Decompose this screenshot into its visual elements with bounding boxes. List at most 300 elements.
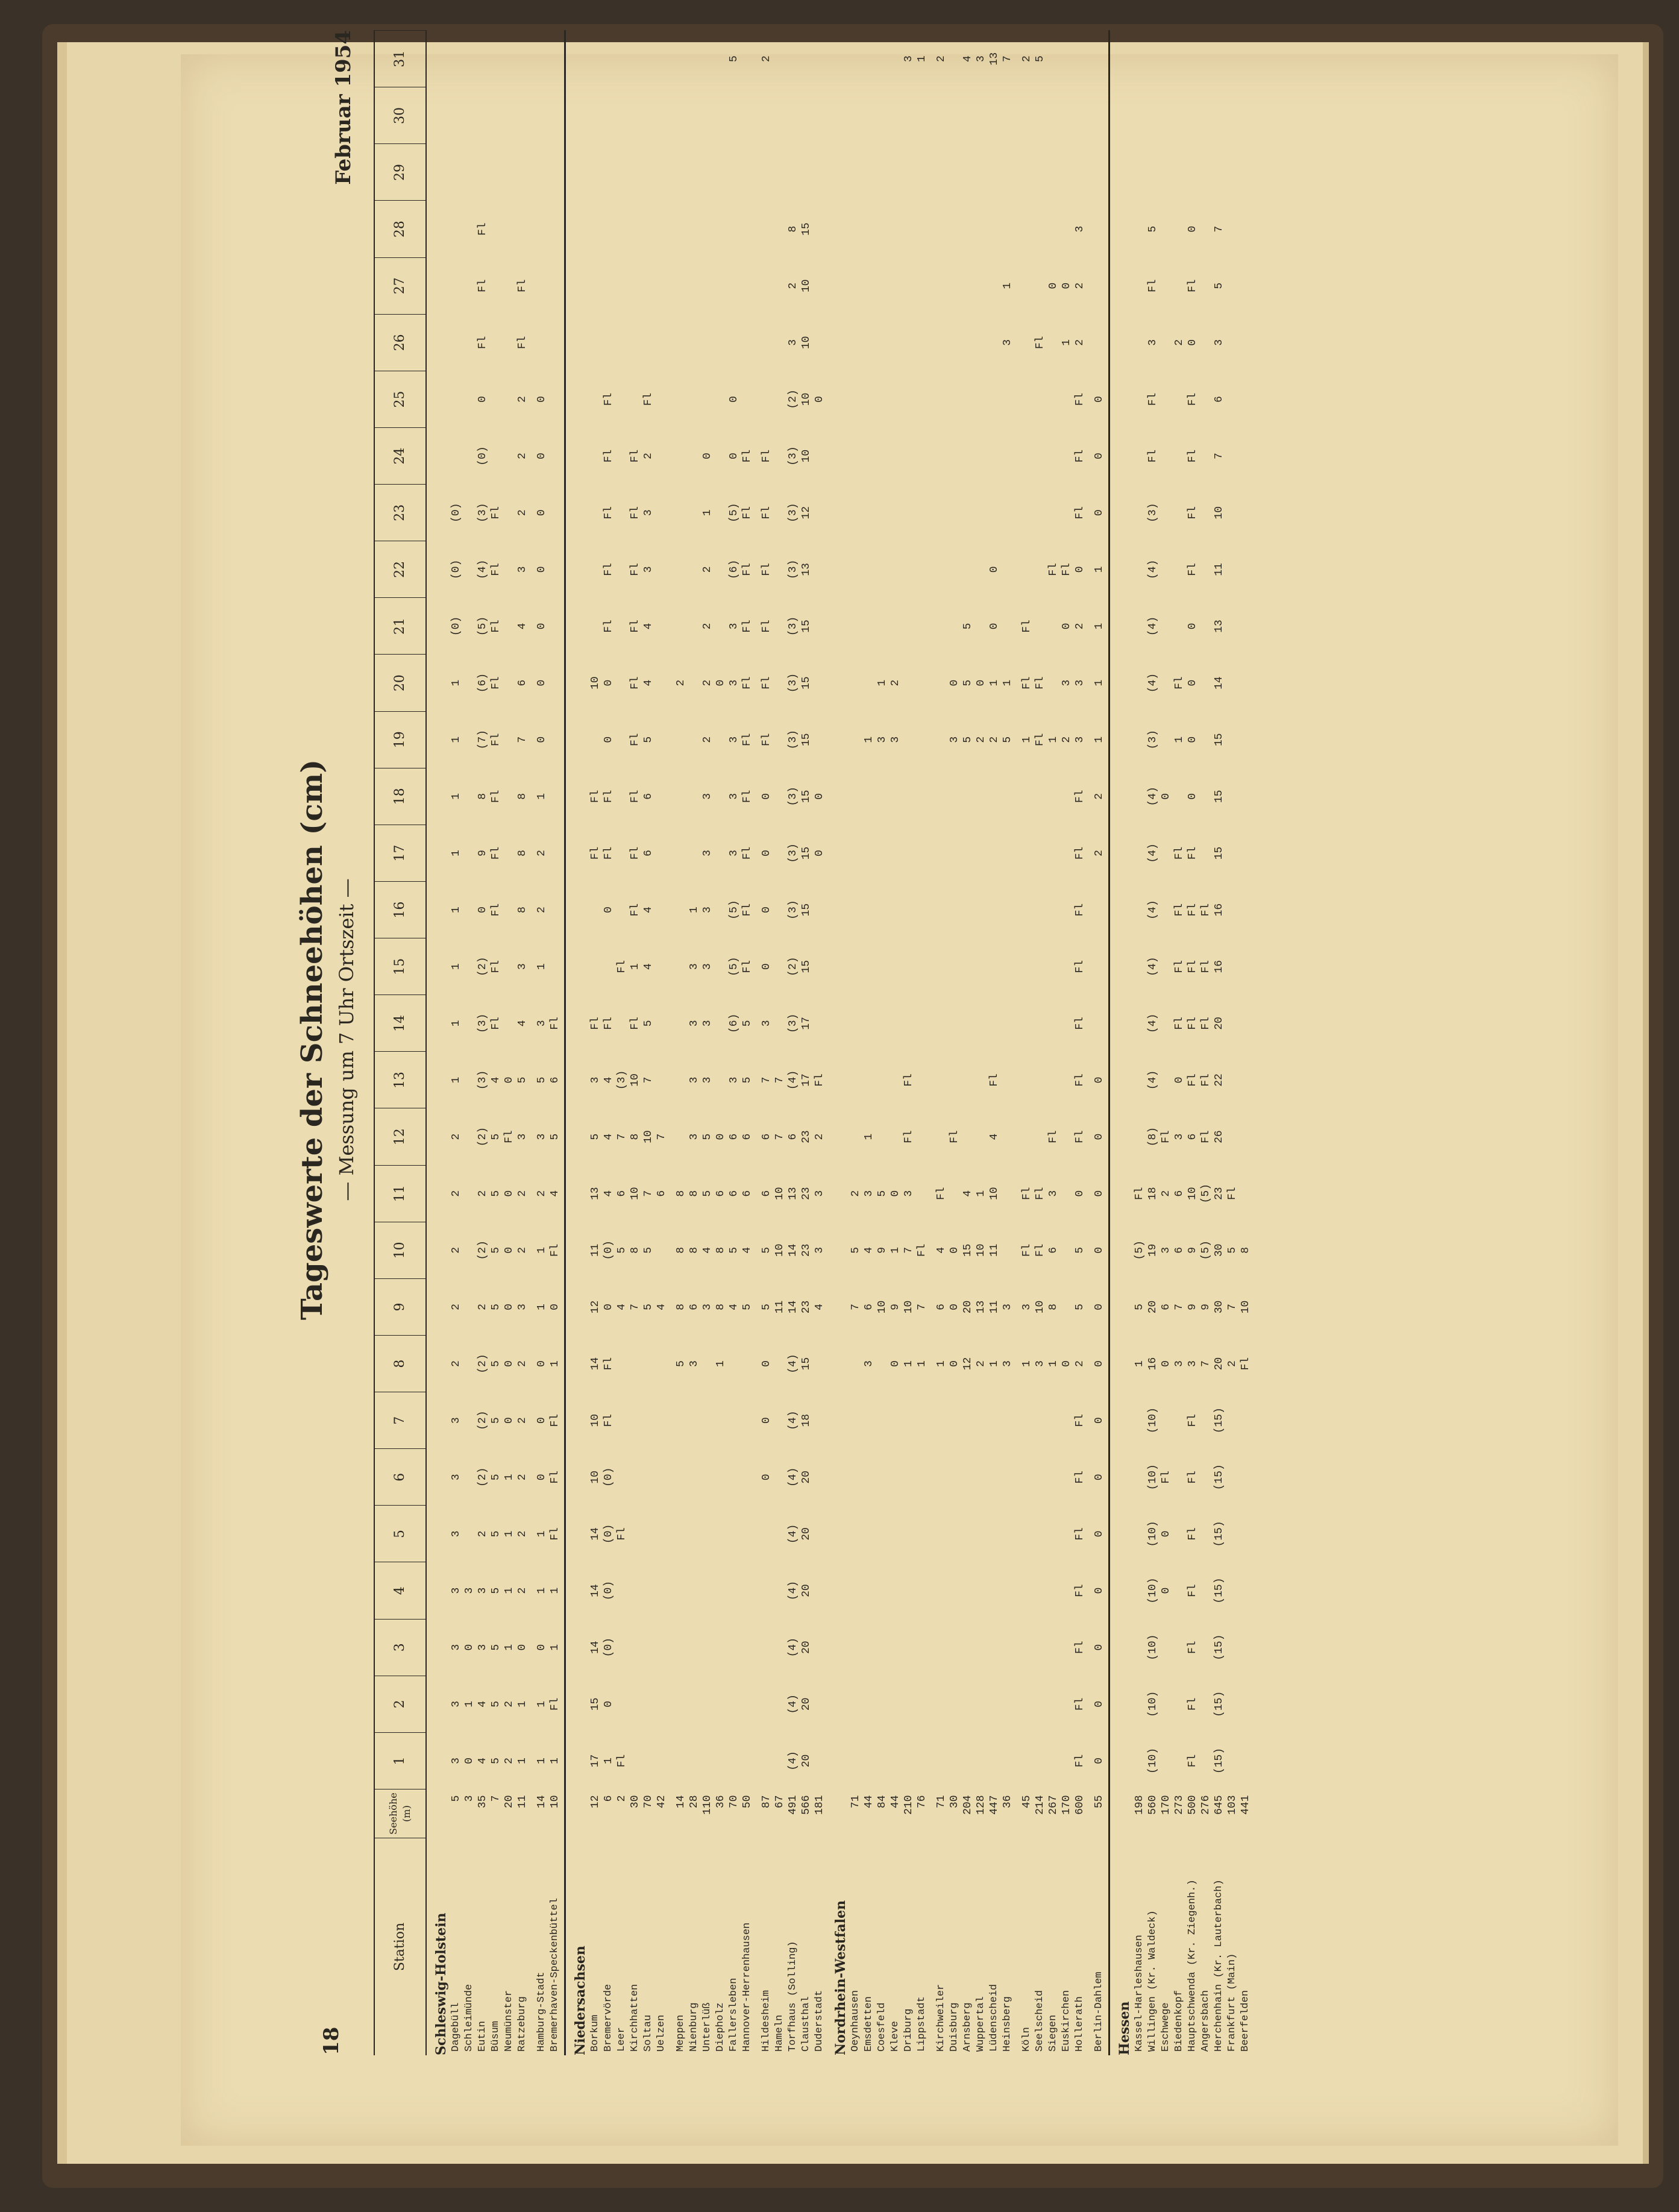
snow-depth-cell: [701, 1336, 714, 1392]
snow-depth-cell: [1199, 1506, 1213, 1562]
snow-depth-cell: [974, 1506, 988, 1562]
station-name: Eutin: [477, 2020, 488, 2052]
snow-depth-cell: (3): [477, 503, 489, 523]
day-column-header: 29: [374, 144, 426, 201]
group-spacer: [929, 31, 935, 2056]
snow-depth-cell: 0: [536, 736, 548, 743]
snow-depth-cell: 5: [616, 1246, 628, 1254]
snow-depth-cell: [1199, 1562, 1213, 1619]
snow-depth-cell: (2): [477, 1410, 489, 1430]
snow-depth-cell: [1073, 144, 1087, 201]
snow-depth-cell: (4): [1147, 1013, 1159, 1034]
snow-depth-cell: [948, 768, 961, 825]
snow-depth-cell: [655, 1732, 668, 1789]
snow-depth-cell: [773, 1619, 786, 1676]
snow-depth-cell: [1199, 144, 1213, 201]
snow-depth-cell: [1199, 87, 1213, 144]
snow-depth-cell: 5: [1074, 1304, 1086, 1310]
snow-depth-cell: Fl: [1187, 449, 1199, 463]
snow-depth-cell: Fl: [741, 676, 753, 690]
snow-depth-cell: 14: [787, 1243, 799, 1257]
snow-depth-cell: Fl: [549, 1413, 561, 1427]
snow-depth-cell: [714, 711, 727, 768]
snow-depth-cell: [1173, 1392, 1186, 1449]
snow-depth-cell: [889, 314, 902, 371]
snow-depth-cell: [889, 1108, 902, 1165]
table-row: [1073, 31, 1087, 2056]
snow-depth-cell: (15): [1213, 1577, 1225, 1604]
snow-depth-cell: 7: [1213, 225, 1225, 233]
snow-depth-cell: [889, 598, 902, 655]
snow-depth-cell: [1239, 1506, 1252, 1562]
table-row: [1160, 31, 1173, 2056]
snow-depth-cell: [813, 655, 826, 711]
snow-depth-cell: 4: [642, 963, 654, 970]
table-row: [701, 31, 714, 2056]
snow-depth-cell: [1034, 371, 1047, 427]
station-elevation: 30: [949, 1795, 961, 1809]
snow-depth-cell: 0: [949, 1360, 961, 1367]
snow-depth-cell: [889, 938, 902, 995]
snow-depth-cell: [1160, 825, 1173, 881]
snow-depth-cell: [602, 144, 615, 201]
snow-depth-cell: 15: [589, 1697, 601, 1711]
snow-depth-cell: 0: [1061, 282, 1073, 289]
station-elevation: 110: [701, 1795, 714, 1815]
day-column-header: 18: [374, 768, 426, 825]
snow-depth-cell: 0: [1093, 1076, 1105, 1084]
snow-depth-cell: [655, 87, 668, 144]
snow-depth-cell: [714, 938, 727, 995]
snow-depth-cell: [948, 257, 961, 314]
snow-depth-cell: [615, 995, 629, 1052]
snow-depth-cell: 7: [642, 1190, 654, 1197]
snow-depth-cell: [1060, 1052, 1073, 1108]
snow-depth-cell: [948, 598, 961, 655]
station-elevation: 20: [503, 1795, 515, 1809]
snow-depth-cell: [1034, 768, 1047, 825]
snow-depth-cell: 0: [1160, 793, 1172, 800]
snow-depth-cell: [813, 1732, 826, 1789]
snow-depth-cell: 13: [975, 1300, 987, 1314]
day-column-header: 6: [374, 1449, 426, 1506]
snow-depth-cell: [948, 31, 961, 87]
table-row: [786, 31, 800, 2056]
snow-depth-cell: 0: [1093, 1304, 1105, 1310]
snow-depth-cell: [862, 1676, 876, 1732]
snow-depth-cell: [1199, 31, 1213, 87]
snow-depth-cell: 5: [490, 1587, 502, 1594]
snow-depth-cell: Fl: [1034, 676, 1046, 690]
snow-depth-cell: [862, 541, 876, 598]
snow-depth-cell: 10: [774, 1243, 786, 1257]
snow-depth-cell: [503, 995, 516, 1052]
snow-depth-cell: [741, 1506, 754, 1562]
snow-depth-cell: [935, 1506, 948, 1562]
snow-depth-cell: [915, 1619, 929, 1676]
snow-depth-cell: [1160, 1392, 1173, 1449]
snow-depth-cell: [773, 31, 786, 87]
day-column-header: 4: [374, 1562, 426, 1619]
snow-depth-cell: 3: [975, 55, 987, 63]
snow-depth-cell: [674, 1052, 688, 1108]
snow-depth-cell: 5: [589, 1133, 601, 1140]
station-elevation: 55: [1093, 1795, 1105, 1809]
snow-depth-cell: [1133, 1108, 1146, 1165]
snow-depth-cell: [773, 1336, 786, 1392]
snow-depth-cell: [674, 31, 688, 87]
snow-depth-cell: [1199, 541, 1213, 598]
snow-depth-cell: [889, 1052, 902, 1108]
snow-depth-cell: [674, 1619, 688, 1676]
snow-depth-cell: [849, 144, 862, 201]
snow-depth-cell: [961, 257, 974, 314]
snow-depth-cell: 3: [761, 1020, 773, 1027]
station-elevation: 71: [850, 1795, 862, 1809]
snow-depth-cell: 0: [503, 1417, 515, 1424]
snow-depth-cell: [948, 144, 961, 201]
snow-depth-cell: [1133, 257, 1146, 314]
snow-depth-cell: (4): [1147, 616, 1159, 636]
snow-depth-cell: [701, 1392, 714, 1449]
snow-depth-cell: 8: [675, 1190, 687, 1197]
snow-depth-cell: 7: [516, 736, 529, 743]
snow-depth-cell: 7: [1213, 453, 1225, 459]
snow-depth-cell: [1034, 1562, 1047, 1619]
snow-depth-cell: [1133, 1676, 1146, 1732]
table-row: [889, 31, 902, 2056]
station-elevation: 30: [629, 1795, 641, 1809]
snow-depth-cell: [915, 201, 929, 257]
snow-depth-cell: 4: [962, 55, 974, 63]
snow-depth-cell: [701, 1562, 714, 1619]
snow-depth-cell: 5: [490, 1190, 502, 1197]
table-row: [450, 31, 463, 2056]
snow-depth-cell: [1226, 1052, 1239, 1108]
snow-depth-cell: [935, 1562, 948, 1619]
snow-depth-cell: [1034, 1676, 1047, 1732]
snow-depth-cell: 0: [503, 1076, 515, 1084]
day-column-header: 9: [374, 1278, 426, 1335]
station-elevation: 491: [787, 1795, 799, 1815]
snow-depth-cell: [589, 87, 602, 144]
snow-depth-cell: [1060, 1619, 1073, 1676]
snow-depth-cell: [961, 1676, 974, 1732]
snow-depth-cell: [589, 485, 602, 541]
snow-depth-cell: [988, 485, 1001, 541]
snow-depth-cell: 10: [903, 1300, 915, 1314]
snow-depth-cell: 10: [1187, 1187, 1199, 1200]
snow-depth-cell: [615, 314, 629, 371]
snow-depth-cell: [1226, 541, 1239, 598]
snow-depth-cell: [876, 485, 889, 541]
snow-depth-cell: Fl: [1187, 960, 1199, 973]
snow-depth-cell: [1173, 87, 1186, 144]
snow-depth-cell: [463, 825, 476, 881]
snow-depth-cell: [1034, 825, 1047, 881]
snow-depth-cell: [1239, 938, 1252, 995]
snow-depth-cell: (2): [477, 1126, 489, 1147]
snow-depth-cell: 1: [629, 963, 641, 970]
snow-depth-cell: [1001, 1732, 1014, 1789]
snow-depth-cell: [915, 1676, 929, 1732]
snow-depth-cell: [915, 995, 929, 1052]
snow-depth-cell: [1160, 1052, 1173, 1108]
snow-depth-cell: (10): [1147, 1747, 1159, 1774]
snow-depth-cell: [602, 31, 615, 87]
day-column-header: 5: [374, 1506, 426, 1562]
table-header: [374, 31, 426, 2056]
snow-depth-cell: 0: [536, 509, 548, 517]
snow-depth-cell: [1020, 1392, 1034, 1449]
snow-depth-cell: [1001, 1449, 1014, 1506]
snow-depth-cell: 30: [1213, 1243, 1225, 1257]
snow-depth-cell: 5: [490, 1133, 502, 1140]
snow-depth-cell: 1: [1093, 623, 1105, 630]
snow-depth-cell: [876, 87, 889, 144]
snow-depth-cell: [1226, 1619, 1239, 1676]
day-column-header: 31: [374, 31, 426, 87]
snow-depth-cell: Fl: [761, 620, 773, 633]
snow-depth-cell: [1160, 485, 1173, 541]
snow-depth-cell: [948, 371, 961, 427]
snow-depth-cell: [1034, 144, 1047, 201]
snow-depth-cell: [589, 541, 602, 598]
snow-depth-cell: [701, 314, 714, 371]
snow-depth-cell: [1226, 1506, 1239, 1562]
snow-depth-cell: [1020, 768, 1034, 825]
snow-depth-cell: [674, 882, 688, 938]
snow-depth-cell: (15): [1213, 1634, 1225, 1661]
snow-depth-cell: [988, 1506, 1001, 1562]
snow-depth-cell: [849, 428, 862, 485]
snow-depth-cell: [773, 825, 786, 881]
snow-depth-cell: [1047, 1732, 1060, 1789]
snow-depth-cell: (3): [787, 616, 799, 636]
snow-depth-cell: [1133, 541, 1146, 598]
snow-depth-cell: 7: [616, 1133, 628, 1140]
snow-depth-cell: [516, 201, 529, 257]
snow-depth-cell: [862, 882, 876, 938]
snow-depth-cell: [948, 825, 961, 881]
station-name: Uelzen: [656, 2014, 667, 2052]
snow-depth-cell: 0: [1093, 509, 1105, 517]
snow-depth-cell: [1199, 1732, 1213, 1789]
snow-depth-cell: 15: [800, 790, 812, 803]
snow-depth-cell: 0: [503, 1304, 515, 1310]
snow-depth-cell: [961, 1732, 974, 1789]
snow-depth-cell: 1: [549, 1758, 561, 1764]
snow-depth-cell: [688, 825, 701, 881]
snow-depth-cell: [1133, 995, 1146, 1052]
snow-depth-cell: 0: [761, 906, 773, 913]
snow-depth-cell: 8: [688, 1246, 700, 1254]
snow-depth-cell: [760, 1562, 773, 1619]
table-row: [902, 31, 915, 2056]
snow-depth-cell: [503, 938, 516, 995]
snow-depth-cell: [463, 144, 476, 201]
snow-depth-cell: Fl: [988, 1073, 1000, 1087]
snow-depth-cell: Fl: [549, 1697, 561, 1711]
snow-depth-cell: Fl: [1147, 449, 1159, 463]
snow-depth-cell: Fl: [1187, 1413, 1199, 1427]
snow-depth-cell: [714, 598, 727, 655]
snow-depth-cell: 6: [787, 1133, 799, 1140]
snow-depth-cell: 0: [949, 1304, 961, 1310]
day-column-header: 27: [374, 257, 426, 314]
snow-depth-cell: (7): [477, 729, 489, 750]
snow-depth-cell: 8: [675, 1304, 687, 1310]
station-name: Coesfeld: [876, 2002, 888, 2052]
snow-depth-cell: [902, 1562, 915, 1619]
station-name: Schleimünde: [463, 1984, 475, 2052]
snow-depth-cell: Fl: [1074, 960, 1086, 973]
station-name: Hannover-Herrenhausen: [741, 1922, 753, 2052]
snow-depth-cell: 20: [1213, 1017, 1225, 1030]
snow-depth-cell: [1239, 428, 1252, 485]
snow-depth-cell: 3: [477, 1587, 489, 1594]
snow-depth-cell: [1001, 1222, 1014, 1278]
snow-depth-cell: Fl: [1074, 790, 1086, 803]
snow-depth-cell: (3): [787, 900, 799, 920]
snow-depth-cell: [701, 1732, 714, 1789]
snow-depth-cell: [902, 1732, 915, 1789]
snow-depth-cell: 15: [1213, 846, 1225, 860]
snow-depth-cell: 3: [450, 1758, 462, 1764]
snow-depth-cell: (4): [1147, 787, 1159, 806]
snow-depth-cell: [948, 995, 961, 1052]
spacer-cell: [1014, 31, 1020, 2056]
snow-depth-cell: [773, 1392, 786, 1449]
snow-depth-cell: [548, 882, 562, 938]
snow-depth-cell: 2: [1074, 623, 1086, 630]
snow-depth-cell: 0: [761, 963, 773, 970]
snow-depth-cell: [714, 882, 727, 938]
snow-depth-cell: [548, 711, 562, 768]
snow-depth-cell: [642, 31, 655, 87]
snow-depth-cell: [773, 371, 786, 427]
snow-depth-cell: (3): [787, 673, 799, 693]
snow-depth-cell: [974, 314, 988, 371]
snow-depth-cell: [915, 938, 929, 995]
snow-depth-cell: [629, 1732, 642, 1789]
snow-depth-cell: [1060, 1449, 1073, 1506]
snow-depth-cell: 2: [935, 55, 947, 63]
snow-depth-cell: [503, 882, 516, 938]
snow-depth-cell: [516, 31, 529, 87]
snow-depth-cell: [1160, 882, 1173, 938]
snow-depth-cell: [1060, 1562, 1073, 1619]
snow-depth-cell: (10): [1147, 1464, 1159, 1491]
snow-depth-cell: [714, 1449, 727, 1506]
snow-depth-cell: [1173, 1562, 1186, 1619]
snow-depth-cell: [1047, 1676, 1060, 1732]
snow-depth-cell: (5): [477, 616, 489, 636]
station-elevation: 28: [688, 1795, 700, 1809]
snow-depth-cell: 10: [1240, 1300, 1252, 1314]
snow-depth-cell: 20: [800, 1641, 812, 1654]
snow-depth-cell: [849, 1336, 862, 1392]
snow-depth-cell: 0: [463, 1758, 475, 1764]
snow-depth-cell: 1: [988, 679, 1000, 687]
snow-depth-cell: 1: [516, 1758, 529, 1764]
snow-depth-cell: [727, 1562, 741, 1619]
snow-depth-cell: [463, 1506, 476, 1562]
station-elevation: 645: [1213, 1795, 1225, 1815]
table-row: [1186, 31, 1199, 2056]
snow-depth-cell: Fl: [603, 790, 615, 803]
snow-depth-cell: 0: [477, 906, 489, 913]
snow-depth-cell: 10: [800, 336, 812, 350]
snow-depth-cell: [889, 1506, 902, 1562]
snow-depth-cell: [961, 1562, 974, 1619]
station-name: Nienburg: [688, 2002, 700, 2052]
snow-depth-cell: (5): [728, 503, 740, 523]
snow-depth-cell: 3: [1002, 339, 1014, 346]
day-column-header: 28: [374, 201, 426, 257]
snow-depth-cell: [1173, 1732, 1186, 1789]
snow-depth-cell: 0: [975, 679, 987, 687]
snow-depth-cell: [1226, 598, 1239, 655]
station-elevation: 45: [1021, 1795, 1033, 1809]
snow-depth-cell: Fl: [549, 1471, 561, 1484]
snow-depth-cell: [548, 825, 562, 881]
snow-depth-cell: [476, 31, 489, 87]
snow-depth-cell: Fl: [629, 620, 641, 633]
snow-depth-cell: [503, 711, 516, 768]
snow-depth-cell: Fl: [477, 222, 489, 236]
snow-depth-cell: Fl: [1173, 1017, 1185, 1030]
snow-depth-cell: [862, 31, 876, 87]
snow-depth-cell: 3: [701, 1304, 714, 1310]
snow-depth-cell: 3: [701, 906, 714, 913]
snow-depth-cell: Fl: [1200, 960, 1212, 973]
snow-depth-cell: [849, 1676, 862, 1732]
snow-depth-cell: 6: [935, 1304, 947, 1310]
snow-depth-cell: Fl: [1047, 1130, 1059, 1143]
snow-depth-cell: 5: [1034, 55, 1046, 63]
station-elevation: 50: [741, 1795, 753, 1809]
snow-depth-cell: [813, 1562, 826, 1619]
snow-depth-cell: [589, 938, 602, 995]
snow-depth-cell: (10): [1147, 1577, 1159, 1604]
snow-depth-cell: [902, 541, 915, 598]
snow-depth-cell: [915, 768, 929, 825]
snow-depth-cell: [1226, 257, 1239, 314]
snow-depth-cell: Fl: [1074, 1584, 1086, 1597]
snow-depth-cell: Fl: [1187, 1471, 1199, 1484]
snow-depth-cell: 13: [589, 1187, 601, 1200]
snow-depth-cell: 8: [715, 1246, 727, 1254]
table-row: [727, 31, 741, 2056]
station-name: Duisburg: [949, 2002, 960, 2052]
snow-depth-cell: [642, 1506, 655, 1562]
snow-depth-cell: [849, 314, 862, 371]
snow-depth-cell: 2: [701, 736, 714, 743]
snow-depth-cell: 2: [701, 566, 714, 573]
snow-depth-cell: [902, 1619, 915, 1676]
snow-depth-cell: 18: [1147, 1187, 1159, 1200]
snow-depth-cell: [727, 1619, 741, 1676]
snow-depth-cell: [674, 201, 688, 257]
snow-depth-cell: (15): [1213, 1521, 1225, 1547]
snow-depth-cell: [1133, 768, 1146, 825]
snow-depth-cell: Fl: [629, 563, 641, 576]
snow-depth-cell: 26: [1213, 1130, 1225, 1143]
snow-depth-cell: [489, 257, 503, 314]
snow-depth-cell: 1: [1134, 1360, 1146, 1367]
station-name: Herchenhain (Kr. Lauterbach): [1213, 1879, 1225, 2052]
